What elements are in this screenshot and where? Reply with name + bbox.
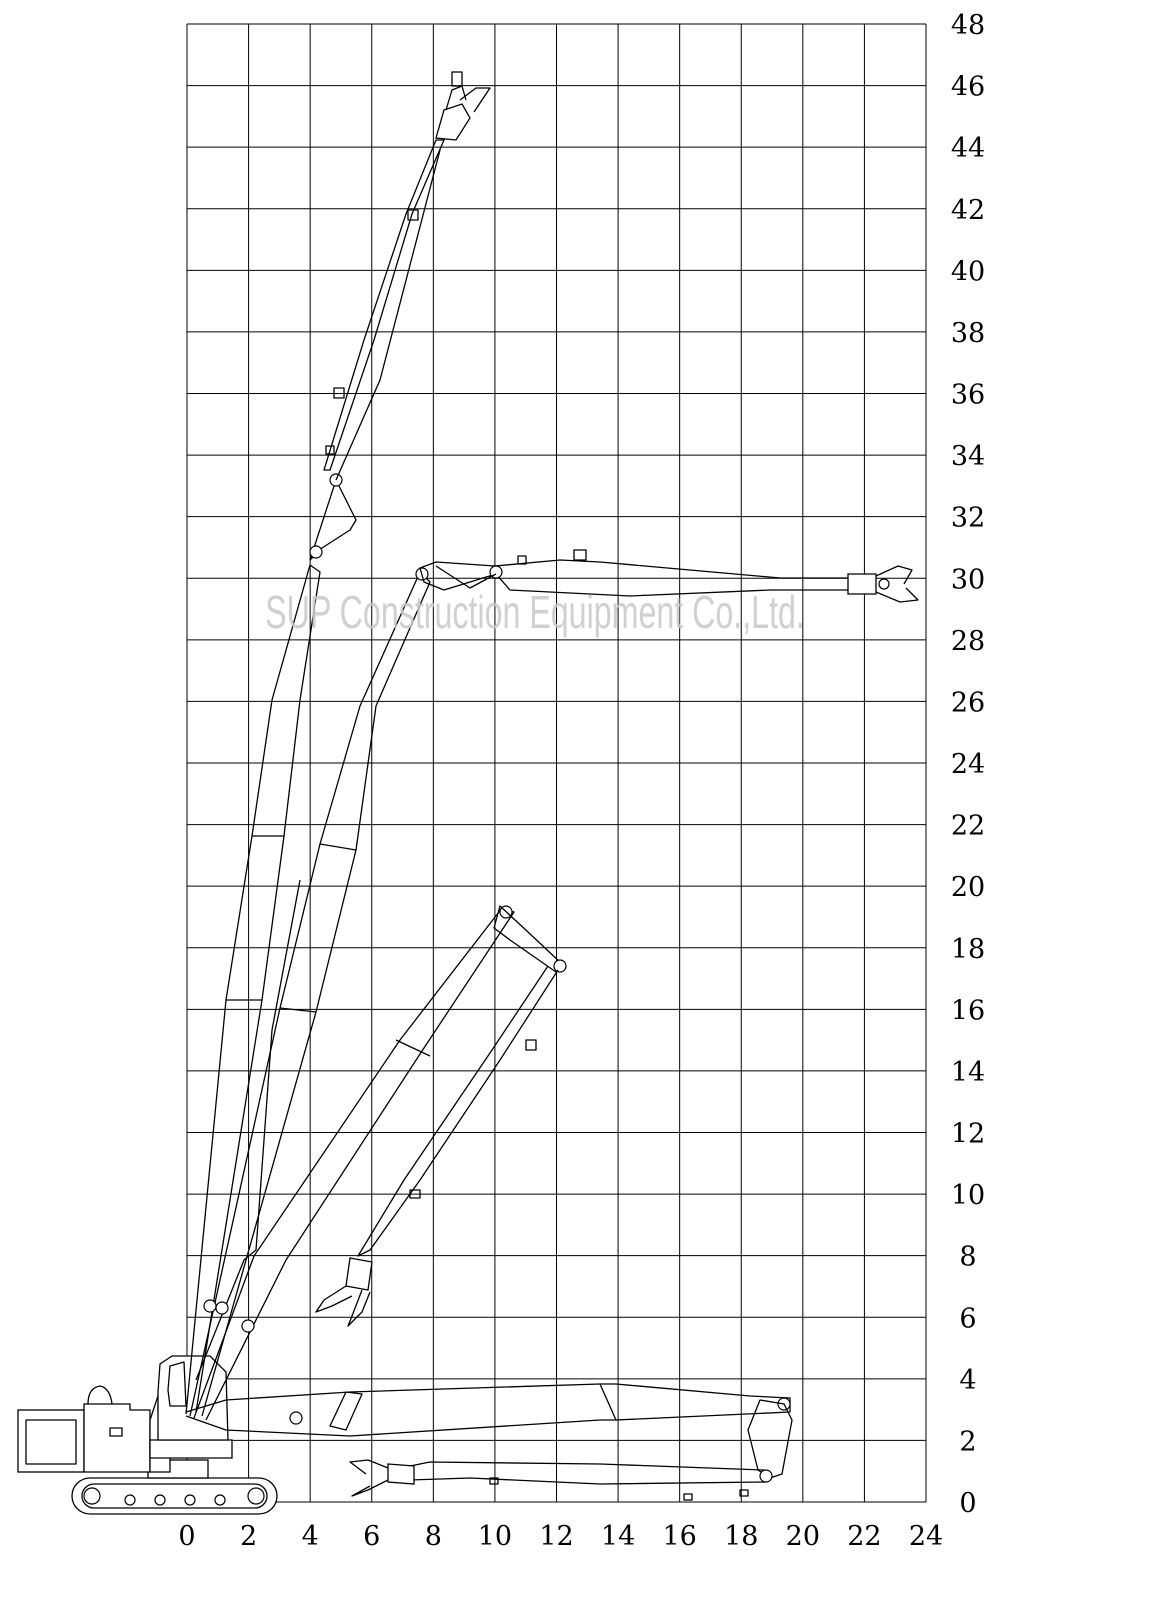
x-axis-labels xyxy=(178,1521,943,1552)
y-tick-label: 4 xyxy=(959,1364,977,1396)
y-tick-label: 48 xyxy=(950,10,986,41)
boom-position-upright xyxy=(186,72,490,1414)
x-tick-label: 4 xyxy=(301,1521,319,1552)
x-tick-label: 6 xyxy=(363,1521,381,1552)
y-tick-label: 20 xyxy=(950,872,986,904)
y-tick-label: 2 xyxy=(959,1426,977,1458)
shear-attachment-folded xyxy=(316,1258,372,1326)
x-tick-label: 16 xyxy=(662,1521,697,1552)
y-tick-label: 6 xyxy=(959,1303,977,1335)
y-tick-label: 22 xyxy=(950,810,986,842)
boom-position-high-horizontal xyxy=(190,550,918,1416)
y-tick-label: 10 xyxy=(950,1180,986,1212)
y-tick-label: 38 xyxy=(950,317,986,349)
watermark-text: SUP Construction Equipment Co.,Ltd. xyxy=(265,587,805,639)
y-tick-label: 44 xyxy=(950,133,986,165)
y-axis-labels xyxy=(951,10,985,1519)
y-tick-label: 40 xyxy=(950,256,986,288)
y-tick-label: 18 xyxy=(950,933,986,965)
x-tick-label: 24 xyxy=(908,1521,944,1552)
y-tick-label: 24 xyxy=(950,749,986,780)
y-tick-label: 42 xyxy=(950,194,986,226)
x-tick-label: 0 xyxy=(178,1521,196,1552)
x-tick-label: 2 xyxy=(239,1521,258,1552)
y-tick-label: 30 xyxy=(950,564,986,596)
x-tick-label: 12 xyxy=(539,1521,574,1552)
excavator-machine xyxy=(18,72,918,1514)
y-tick-label: 36 xyxy=(950,379,986,411)
x-tick-label: 10 xyxy=(477,1521,513,1552)
y-tick-label: 12 xyxy=(950,1118,986,1150)
grid xyxy=(187,24,926,1502)
y-tick-label: 28 xyxy=(950,625,986,657)
shear-attachment-right xyxy=(848,566,918,602)
boom-position-ground xyxy=(186,1384,792,1500)
y-tick-label: 32 xyxy=(950,502,986,534)
y-tick-label: 26 xyxy=(950,687,986,719)
y-tick-label: 8 xyxy=(959,1241,977,1273)
boom-position-folded xyxy=(194,906,566,1420)
y-tick-label: 14 xyxy=(950,1056,986,1088)
shear-attachment-top xyxy=(436,72,490,140)
x-tick-label: 20 xyxy=(785,1521,821,1552)
shear-attachment-ground xyxy=(350,1460,414,1496)
y-tick-label: 34 xyxy=(950,441,986,473)
x-tick-label: 14 xyxy=(600,1521,636,1552)
y-tick-label: 0 xyxy=(959,1488,977,1519)
x-tick-label: 8 xyxy=(424,1521,442,1552)
x-tick-label: 18 xyxy=(724,1521,759,1552)
y-tick-label: 46 xyxy=(950,71,986,103)
y-tick-label: 16 xyxy=(950,995,986,1027)
x-tick-label: 22 xyxy=(847,1521,882,1552)
